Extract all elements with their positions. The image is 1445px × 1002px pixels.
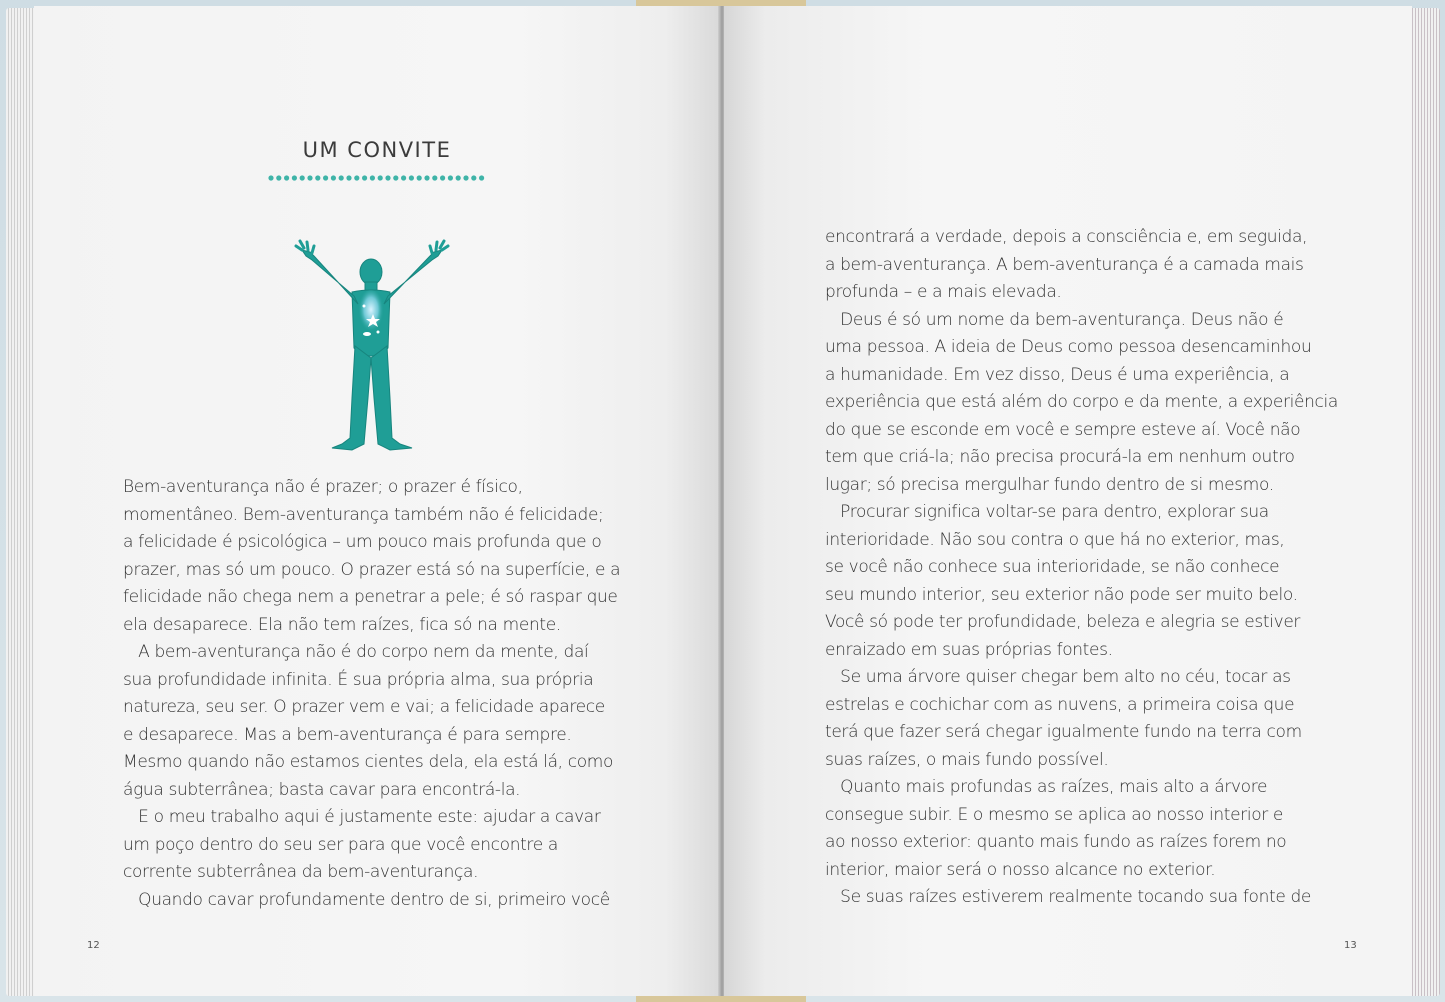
text-line: Se suas raízes estiverem realmente tocando sua fonte de xyxy=(825,887,1312,907)
text-line: a bem-aventurança. A bem-aventurança é a camada mais xyxy=(825,254,1304,275)
divider-dot xyxy=(346,175,351,180)
divider-dot xyxy=(315,175,320,180)
text-line: do que se esconde em você e sempre esteve aí. Você não xyxy=(825,419,1301,440)
divider-dot xyxy=(323,175,328,180)
divider-dot xyxy=(456,175,461,180)
text-line: a felicidade é psicológica – um pouco mais profunda que o xyxy=(123,532,602,552)
divider-dot xyxy=(378,175,383,180)
divider-dot xyxy=(362,175,367,180)
text-line: estrelas e cochichar com as nuvens, a primeira coisa que xyxy=(825,694,1295,715)
text-line: tem que criá-la; não precisa procurá-la em nenhum outro xyxy=(825,447,1295,467)
text-line: Se uma árvore quiser chegar bem alto no céu, tocar as xyxy=(825,667,1291,687)
divider-dot xyxy=(393,175,398,180)
text-line: prazer, mas só um pouco. O prazer está só na superfície, e a xyxy=(123,559,621,580)
divider-dot xyxy=(284,175,289,180)
divider-dot xyxy=(417,175,422,180)
text-line: interioridade. Não sou contra o que há no exterior, mas, xyxy=(825,529,1285,550)
dotted-divider xyxy=(268,174,488,182)
divider-dot xyxy=(479,175,484,180)
text-line: Você só pode ter profundidade, beleza e alegria se estiver xyxy=(825,612,1301,632)
right-page-edges xyxy=(1410,8,1440,996)
left-page-edges xyxy=(6,8,36,996)
left-page xyxy=(34,6,720,996)
text-line: Mesmo quando não estamos cientes dela, ela está lá, como xyxy=(123,752,614,772)
divider-dot xyxy=(424,175,429,180)
left-page-body xyxy=(123,474,643,914)
text-line: felicidade não chega nem a penetrar a pele; é só raspar que xyxy=(123,587,618,607)
text-line: profunda – e a mais elevada. xyxy=(825,282,1062,302)
divider-dot xyxy=(370,175,375,180)
text-line: se você não conhece sua interioridade, se não conhece xyxy=(825,557,1280,577)
text-line: suas raízes, o mais fundo possível. xyxy=(825,749,1109,770)
text-line: uma pessoa. A ideia de Deus como pessoa desencaminhou xyxy=(825,337,1312,357)
divider-dot xyxy=(440,175,445,180)
text-line: sua profundidade infinita. É sua própria alma, sua própria xyxy=(123,669,594,690)
divider-dot xyxy=(471,175,476,180)
divider-dot xyxy=(268,175,273,180)
divider-dot xyxy=(276,175,281,180)
text-line: água subterrânea; basta cavar para encontrá-la. xyxy=(123,779,521,800)
text-line: consegue subir. E o mesmo se aplica ao nosso interior e xyxy=(825,804,1284,825)
divider-dot xyxy=(448,175,453,180)
page-number-right: 13 xyxy=(1344,940,1357,951)
right-page xyxy=(724,6,1412,996)
text-line: E o meu trabalho aqui é justamente este: ajudar a cavar xyxy=(123,807,601,827)
divider-dot xyxy=(339,175,344,180)
divider-dot xyxy=(463,175,468,180)
text-line: encontrará a verdade, depois a consciência e, em seguida, xyxy=(825,227,1308,247)
divider-dot xyxy=(300,175,305,180)
right-page-body xyxy=(825,224,1345,912)
text-line: experiência que está além do corpo e da mente, a experiência xyxy=(825,392,1338,412)
text-line: Bem-aventurança não é prazer; o prazer é físico, xyxy=(123,477,523,497)
text-line: Deus é só um nome da bem-aventurança. Deus não é xyxy=(825,309,1284,330)
text-line: ao nosso exterior: quanto mais fundo as raízes forem no xyxy=(825,832,1287,852)
page-number-left: 12 xyxy=(87,940,100,951)
text-line: Quando cavar profundamente dentro de si, primeiro você xyxy=(123,889,610,910)
text-line: e desaparece. Mas a bem-aventurança é para sempre. xyxy=(123,724,572,745)
text-line: A bem-aventurança não é do corpo nem da mente, daí xyxy=(123,642,589,662)
text-line: interior, maior será o nosso alcance no exterior. xyxy=(825,859,1216,880)
text-line: natureza, seu ser. O prazer vem e vai; a felicidade aparece xyxy=(123,697,605,717)
text-line: terá que fazer será chegar igualmente fundo na terra com xyxy=(825,722,1302,742)
text-line: a humanidade. Em vez disso, Deus é uma experiência, a xyxy=(825,364,1290,385)
text-line: corrente subterrânea da bem-aventurança. xyxy=(123,862,479,882)
text-line: momentâneo. Bem-aventurança também não é felicidade; xyxy=(123,504,604,525)
spine-bottom-band xyxy=(636,996,806,1002)
text-line: enraizado em suas próprias fontes. xyxy=(825,639,1113,660)
divider-dot xyxy=(409,175,414,180)
divider-dot xyxy=(331,175,336,180)
human-figure-arms-raised-icon xyxy=(272,238,472,456)
divider-dot xyxy=(292,175,297,180)
text-line: lugar; só precisa mergulhar fundo dentro de si mesmo. xyxy=(825,474,1274,495)
divider-dot xyxy=(354,175,359,180)
text-line: Quanto mais profundas as raízes, mais alto a árvore xyxy=(825,777,1268,797)
divider-dot xyxy=(401,175,406,180)
text-line: seu mundo interior, seu exterior não pode ser muito belo. xyxy=(825,584,1298,605)
text-line: ela desaparece. Ela não tem raízes, fica só na mente. xyxy=(123,614,561,635)
text-line: Procurar significa voltar-se para dentro, explorar sua xyxy=(825,502,1269,522)
divider-dot xyxy=(307,175,312,180)
text-line: um poço dentro do seu ser para que você encontre a xyxy=(123,834,558,855)
divider-dot xyxy=(385,175,390,180)
divider-dot xyxy=(432,175,437,180)
chapter-title: UM CONVITE xyxy=(302,138,452,162)
